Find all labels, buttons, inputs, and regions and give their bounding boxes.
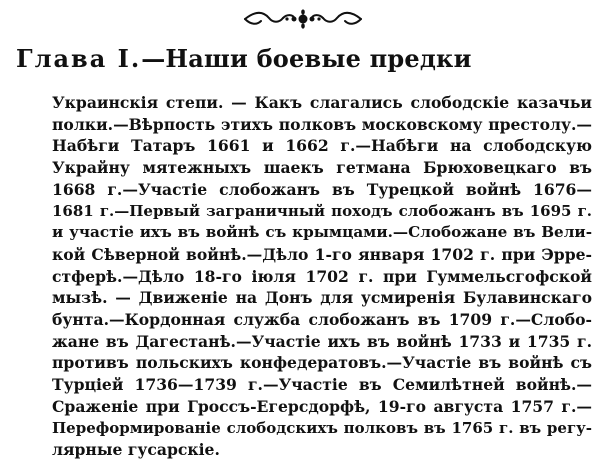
summary-line: Переформированіе слободскихъ полковъ въ 1765 г. въ регу- (52, 418, 592, 437)
summary-line: жане въ Дагестанѣ.—Участіе ихъ въ войнѣ 1733 и 1735 г. (52, 331, 592, 351)
chapter-title: —Наши боевые предки (141, 44, 472, 73)
summary-line: 1681 г.—Первый заграничный походъ слобожанъ въ 1695 г. (52, 201, 592, 220)
summary-line: 1668 г.—Участіе слобожанъ въ Турецкой войнѣ 1676— (52, 179, 592, 199)
summary-line: мызѣ. — Движеніе на Донъ для усмиренія Булавинскаго (52, 288, 592, 308)
chapter-summary (52, 92, 592, 461)
summary-line: противъ польскихъ конфедератовъ.—Участіе въ войнѣ съ (52, 353, 592, 373)
flourish-icon (241, 8, 365, 30)
chapter-heading (16, 44, 596, 74)
summary-line: стферѣ.—Дѣло 18-го іюля 1702 г. при Гуммельсгофской (52, 266, 592, 286)
summary-line: Украйну мятежныхъ шаекъ гетмана Брюховецкаго въ (52, 158, 592, 178)
summary-line: Украинскія степи. — Какъ слагались слободскіе казачьи (52, 93, 592, 112)
chapter-label: Глава I. (16, 44, 142, 73)
summary-line: бунта.—Кордонная служба слобожанъ въ 1709 г.—Слобо- (52, 310, 592, 330)
summary-line: лярные гусарскіе. (52, 440, 220, 460)
summary-line: кой Сѣверной войнѣ.—Дѣло 1-го января 1702 г. при Эрре- (52, 244, 592, 264)
summary-line: Набѣги Татаръ 1661 и 1662 г.—Набѣги на слободскую (52, 136, 592, 156)
summary-line: и участіе ихъ въ войнѣ съ крымцами.—Слобожане въ Вели- (52, 223, 592, 242)
summary-line: Сраженіе при Гроссъ-Егерсдорфѣ, 19-го августа 1757 г.— (52, 396, 592, 416)
summary-line: Турціей 1736—1739 г.—Участіе въ Семилѣтней войнѣ.— (52, 375, 592, 395)
ornament-flourish-icon (0, 6, 606, 32)
summary-line: полки.—Вѣрпость этихъ полковъ московскому престолу.— (52, 114, 592, 134)
